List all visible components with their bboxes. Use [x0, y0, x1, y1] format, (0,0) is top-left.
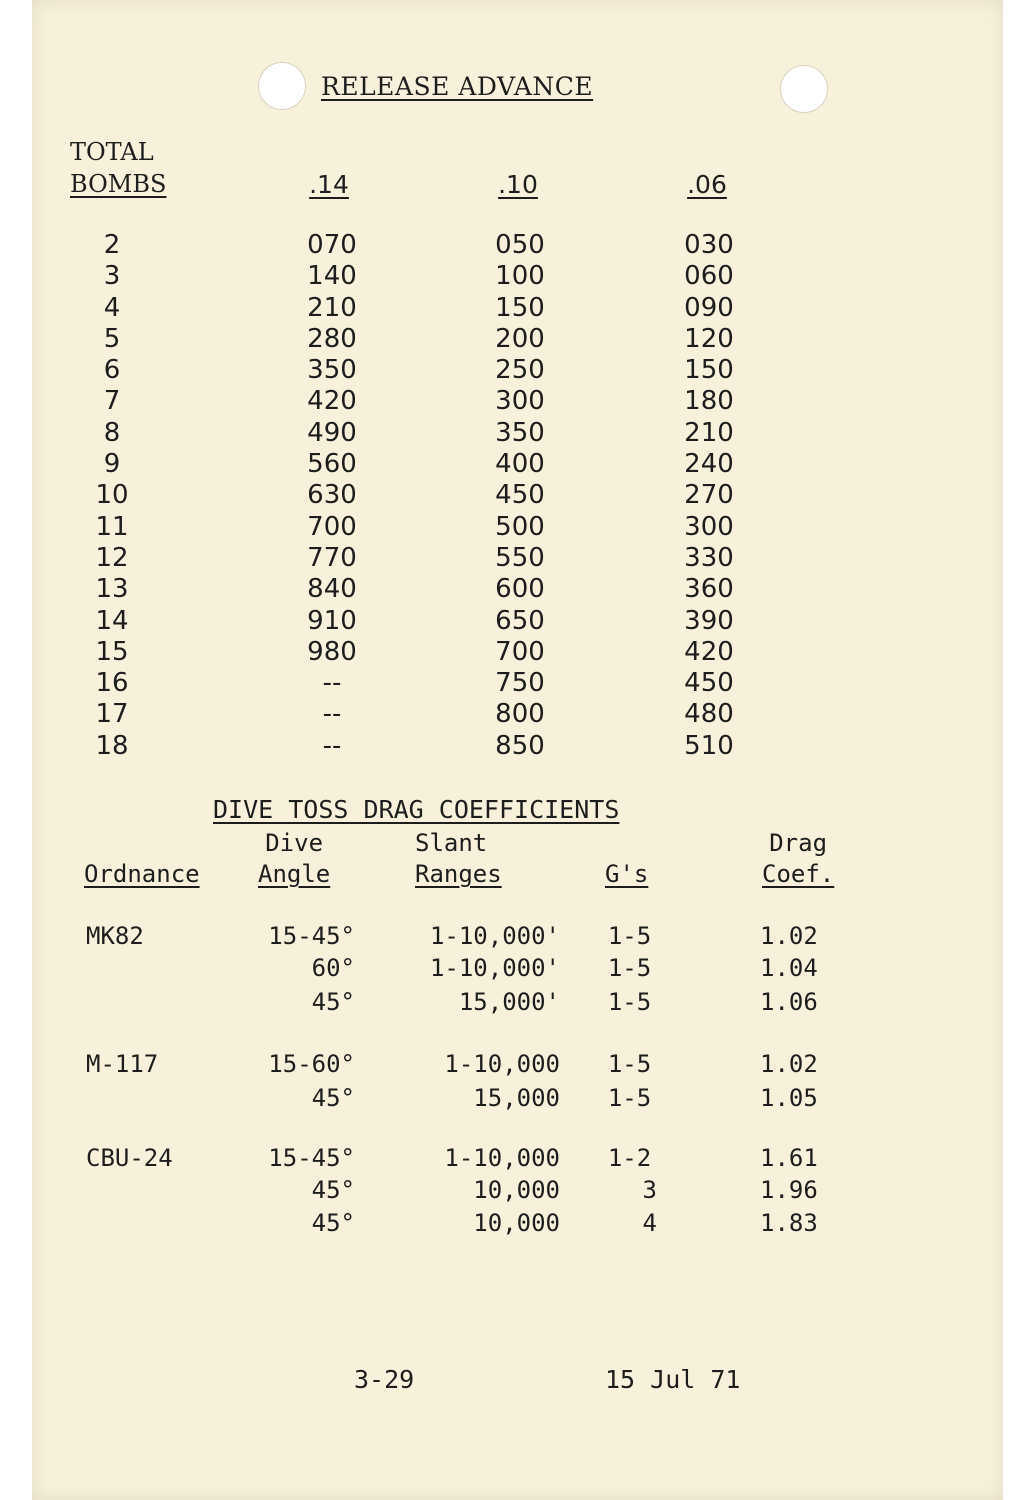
value-cell: 240	[684, 449, 734, 480]
value-cell: 300	[684, 511, 734, 542]
value-cell: --	[322, 730, 342, 761]
bombs-cell: 2	[103, 230, 121, 260]
value-cell: 070	[307, 230, 357, 260]
header-ordnance	[84, 859, 200, 890]
gs-cell: 1-5	[607, 988, 652, 1016]
value-cell: 750	[495, 668, 545, 699]
page-date: 15 Jul 71	[605, 1365, 741, 1394]
ordnance-cell: CBU-24	[86, 1144, 173, 1172]
angle-cell: 45°	[311, 1084, 355, 1112]
header-slant-text: Slant	[415, 829, 488, 857]
value-cell: 490	[307, 417, 357, 448]
bombs-cell: 18	[95, 730, 129, 761]
value-cell: 840	[307, 574, 357, 605]
coef-cell: 1.04	[760, 954, 818, 982]
gs-cell: 1-5	[607, 1050, 652, 1078]
value-cell: 050	[495, 230, 545, 260]
header-dive-angle	[258, 828, 330, 890]
bombs-cell: 10	[95, 480, 129, 511]
value-cell: 100	[495, 261, 545, 292]
bombs-cell: 13	[95, 574, 129, 605]
bombs-cell: 12	[95, 542, 129, 573]
bombs-cell: 9	[103, 449, 121, 480]
total-bombs-header-line2: BOMBS	[70, 170, 167, 198]
bombs-cell: 15	[95, 636, 129, 667]
coef-cell: 1.02	[760, 1050, 818, 1078]
punch-hole-left	[258, 62, 306, 110]
header-ranges-text: Ranges	[415, 860, 502, 888]
header-coef-text: Coef.	[762, 860, 835, 888]
dive-toss-title: DIVE TOSS DRAG COEFFICIENTS	[213, 795, 620, 824]
gs-cell: 1-2	[607, 1144, 652, 1172]
range-cell: 1-10,000'	[429, 922, 560, 950]
value-cell: --	[322, 699, 342, 730]
total-bombs-header-line1: TOTAL	[70, 138, 154, 166]
gs-cell: 1-5	[607, 1084, 652, 1112]
value-cell: 330	[684, 542, 734, 573]
angle-cell: 60°	[311, 954, 355, 982]
value-cell: 600	[495, 574, 545, 605]
value-cell: 030	[684, 230, 734, 260]
value-cell: 550	[495, 542, 545, 573]
value-cell: 210	[307, 292, 357, 323]
bombs-cell: 7	[103, 386, 121, 417]
angle-cell: 15-60°	[268, 1050, 355, 1078]
ordnance-cell: M-117	[86, 1050, 159, 1078]
value-cell: 200	[495, 323, 545, 354]
coef-cell: 1.83	[760, 1209, 818, 1237]
value-cell: 450	[684, 668, 734, 699]
header-drag-text: Drag	[769, 829, 828, 857]
value-cell: 250	[495, 355, 545, 386]
column-header-010: .10	[498, 170, 538, 199]
value-cell: 060	[684, 261, 734, 292]
column-header-006: .06	[687, 170, 727, 199]
value-cell: 480	[684, 699, 734, 730]
range-cell: 1-10,000'	[429, 954, 560, 982]
value-cell: 560	[307, 449, 357, 480]
header-slant-ranges	[415, 828, 502, 890]
bombs-cell: 17	[95, 699, 129, 730]
coef-cell: 1.61	[760, 1144, 818, 1172]
value-cell: 300	[495, 386, 545, 417]
bombs-cell: 11	[95, 511, 129, 542]
value-cell: 350	[307, 355, 357, 386]
value-cell: 500	[495, 511, 545, 542]
angle-cell: 45°	[311, 1209, 355, 1237]
value-cell: 210	[684, 417, 734, 448]
value-cell: 850	[495, 730, 545, 761]
coef-cell: 1.05	[760, 1084, 818, 1112]
value-cell: 420	[684, 636, 734, 667]
bombs-cell: 6	[103, 355, 121, 386]
header-angle-text: Angle	[258, 860, 331, 888]
coef-cell: 1.02	[760, 922, 818, 950]
angle-cell: 15-45°	[268, 922, 355, 950]
document-page	[32, 0, 1003, 1500]
value-cell: 980	[307, 636, 357, 667]
range-cell: 1-10,000	[444, 1050, 560, 1078]
value-cell: 450	[495, 480, 545, 511]
value-cell: 150	[495, 292, 545, 323]
bombs-cell: 16	[95, 668, 129, 699]
header-drag-coef	[762, 828, 834, 890]
range-cell: 15,000'	[458, 988, 560, 1016]
range-cell: 15,000	[473, 1084, 560, 1112]
angle-cell: 45°	[311, 988, 355, 1016]
coef-cell: 1.06	[760, 988, 818, 1016]
page-number: 3-29	[354, 1365, 415, 1394]
value-cell: 700	[307, 511, 357, 542]
header-gs-text: G's	[605, 860, 649, 888]
range-cell: 10,000	[473, 1209, 560, 1237]
column-header-014: .14	[309, 170, 349, 199]
gs-cell: 4	[642, 1209, 657, 1237]
value-cell: 400	[495, 449, 545, 480]
value-cell: 770	[307, 542, 357, 573]
value-cell: 510	[684, 730, 734, 761]
value-cell: 280	[307, 323, 357, 354]
header-gs	[605, 859, 648, 890]
angle-cell: 45°	[311, 1176, 355, 1204]
value-cell: 180	[684, 386, 734, 417]
value-cell: 630	[307, 480, 357, 511]
header-ordnance-text: Ordnance	[84, 860, 200, 888]
value-cell: 150	[684, 355, 734, 386]
value-cell: 420	[307, 386, 357, 417]
total-bombs-header	[70, 136, 166, 200]
bombs-cell: 8	[103, 417, 121, 448]
value-cell: 800	[495, 699, 545, 730]
gs-cell: 3	[642, 1176, 657, 1204]
bombs-cell: 5	[103, 323, 121, 354]
bombs-cell: 14	[95, 605, 129, 636]
bombs-cell: 3	[103, 261, 121, 292]
coef-cell: 1.96	[760, 1176, 818, 1204]
gs-cell: 1-5	[607, 922, 652, 950]
value-cell: 090	[684, 292, 734, 323]
value-cell: 270	[684, 480, 734, 511]
value-cell: 650	[495, 605, 545, 636]
header-dive-text: Dive	[265, 829, 324, 857]
punch-hole-right	[780, 65, 828, 113]
ordnance-cell: MK82	[86, 922, 144, 950]
value-cell: 700	[495, 636, 545, 667]
value-cell: 120	[684, 323, 734, 354]
range-cell: 1-10,000	[444, 1144, 560, 1172]
gs-cell: 1-5	[607, 954, 652, 982]
value-cell: 360	[684, 574, 734, 605]
bombs-cell: 4	[103, 292, 121, 323]
value-cell: 910	[307, 605, 357, 636]
value-cell: 390	[684, 605, 734, 636]
value-cell: 350	[495, 417, 545, 448]
value-cell: 140	[307, 261, 357, 292]
range-cell: 10,000	[473, 1176, 560, 1204]
angle-cell: 15-45°	[268, 1144, 355, 1172]
value-cell: --	[322, 668, 342, 699]
release-advance-title: RELEASE ADVANCE	[321, 72, 594, 101]
